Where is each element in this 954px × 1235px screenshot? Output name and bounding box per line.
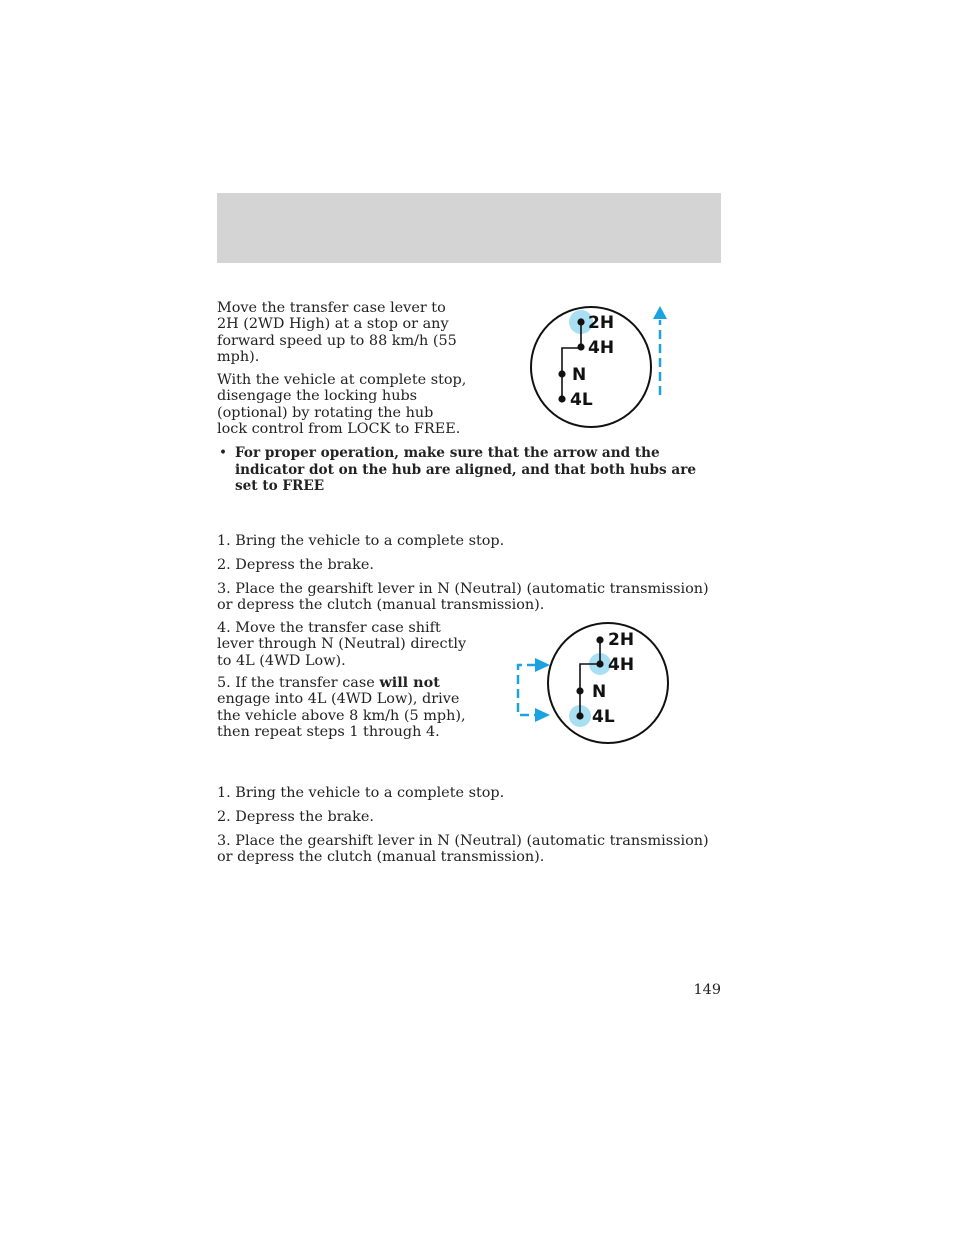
position-dot-n: [558, 370, 565, 377]
label-n: N: [592, 682, 607, 702]
step-5-will-not-engage: 5. If the transfer case will not engage into 4L (4WD Low), drive the vehicle above 8 km/h (5 mph), then repeat steps 1 through 4.: [217, 674, 466, 741]
position-dot-2h: [596, 636, 603, 643]
label-2h: 2H: [588, 313, 615, 333]
step-3-neutral: 3. Place the gearshift lever in N (Neutral) (automatic transmission) or depress the clutch (manual transmission).: [217, 581, 709, 614]
label-n: N: [572, 365, 587, 385]
step-2-brake-repeat: 2. Depress the brake.: [217, 809, 374, 825]
label-4h: 4H: [608, 655, 635, 675]
arrow-bracket-dashed-line: [518, 665, 536, 715]
shift-pattern-diagram-2h: [525, 300, 675, 430]
paragraph-shift-to-2h: Move the transfer case lever to 2H (2WD High) at a stop or any forward speed up to 88 km/h (55 mph).: [217, 300, 457, 366]
step-1-stop: 1. Bring the vehicle to a complete stop.: [217, 533, 505, 549]
position-dot-2h: [577, 318, 584, 325]
label-2h: 2H: [608, 630, 635, 650]
position-dot-n: [576, 687, 583, 694]
label-4h: 4H: [588, 338, 615, 358]
shift-pattern-diagram-4l: [510, 620, 680, 750]
arrow-right-top-icon: [535, 658, 550, 672]
bullet-hub-alignment: [217, 445, 723, 495]
step-2-brake: 2. Depress the brake.: [217, 557, 374, 573]
label-4l: 4L: [592, 707, 615, 727]
position-dot-4h: [577, 343, 584, 350]
arrow-up-icon: [653, 306, 667, 319]
step-3-neutral-repeat: 3. Place the gearshift lever in N (Neutral) (automatic transmission) or depress the clutch (manual transmission).: [217, 833, 709, 866]
position-dot-4l: [558, 395, 565, 402]
step-4-shift-to-4l: 4. Move the transfer case shift lever through N (Neutral) directly to 4L (4WD Low).: [217, 620, 467, 669]
position-dot-4h: [596, 660, 603, 667]
paragraph-disengage-hubs: With the vehicle at complete stop, disengage the locking hubs (optional) by rotating the hub lock control from LOCK to FREE.: [217, 372, 467, 438]
step-1-stop-repeat: 1. Bring the vehicle to a complete stop.: [217, 785, 505, 801]
emphasis-will-not: will not: [379, 674, 440, 691]
bullet-icon: •: [219, 445, 228, 461]
arrow-right-bottom-icon: [535, 708, 550, 722]
label-4l: 4L: [570, 390, 593, 410]
bullet-text: For proper operation, make sure that the arrow and the indicator dot on the hub are aligned, and that both hubs are set to FREE: [235, 445, 697, 494]
page-number: 149: [693, 982, 721, 998]
section-header-band: [217, 193, 721, 263]
position-dot-4l: [576, 712, 583, 719]
